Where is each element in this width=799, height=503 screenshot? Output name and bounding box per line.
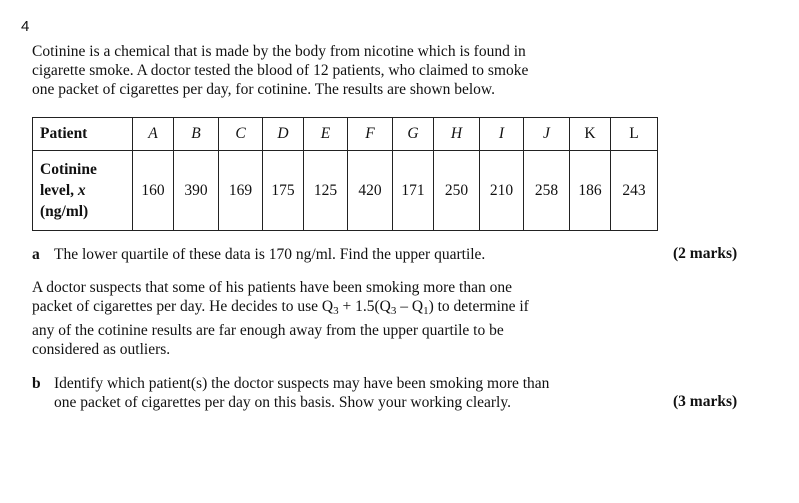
part-b-marks: (3 marks)	[673, 393, 738, 410]
subscript: 1	[423, 305, 429, 317]
cotinine-row-label	[33, 151, 133, 231]
row-label-line	[40, 180, 132, 201]
paragraph-text: ) to determine if	[428, 298, 529, 315]
part-b-question	[32, 374, 549, 412]
subscript: 3	[333, 305, 339, 317]
part-b-line	[32, 374, 549, 393]
part-a-marks: (2 marks)	[673, 245, 738, 262]
patient-cell: L	[611, 118, 658, 151]
row-label-line: (ng/ml)	[40, 203, 89, 220]
value-cell: 243	[611, 151, 658, 231]
row-label-prefix: level,	[40, 182, 78, 199]
paragraph-line: any of the cotinine results are far enough away from the upper quartile to be	[32, 322, 504, 339]
intro-line: cigarette smoke. A doctor tested the blood of 12 patients, who claimed to smoke	[32, 62, 529, 79]
part-b-line: one packet of cigarettes per day on this basis. Show your working clearly.	[54, 394, 511, 411]
paragraph-line: considered as outliers.	[32, 341, 171, 358]
question-number: 4	[21, 18, 30, 35]
part-a-text: The lower quartile of these data is 170 ng/ml. Find the upper quartile.	[54, 246, 486, 263]
patient-cell: I	[480, 118, 524, 151]
value-cell: 186	[570, 151, 611, 231]
patient-cell: K	[570, 118, 611, 151]
patient-cell: D	[263, 118, 304, 151]
table-header-row	[33, 118, 658, 151]
patient-cell: C	[219, 118, 263, 151]
value-cell: 250	[434, 151, 480, 231]
patient-cell: F	[348, 118, 393, 151]
value-cell: 125	[304, 151, 348, 231]
value-cell: 171	[393, 151, 434, 231]
patient-cell: A	[133, 118, 174, 151]
value-cell: 210	[480, 151, 524, 231]
value-cell: 420	[348, 151, 393, 231]
intro-line: one packet of cigarettes per day, for cotinine. The results are shown below.	[32, 81, 495, 98]
part-b-text: Identify which patient(s) the doctor suspects may have been smoking more than	[54, 375, 550, 392]
part-a-question	[32, 245, 485, 264]
paragraph-line: A doctor suspects that some of his patients have been smoking more than one	[32, 279, 512, 296]
intro-text	[32, 42, 652, 99]
value-cell: 258	[524, 151, 570, 231]
outlier-paragraph	[32, 278, 529, 359]
row-label-line: Cotinine	[40, 161, 97, 178]
paragraph-text: – Q	[396, 298, 424, 315]
value-cell: 160	[133, 151, 174, 231]
paragraph-text: + 1.5(Q	[338, 298, 391, 315]
paragraph-text: packet of cigarettes per day. He decides to use Q	[32, 298, 334, 315]
patient-cell: H	[434, 118, 480, 151]
patient-cell: B	[174, 118, 219, 151]
value-cell: 390	[174, 151, 219, 231]
part-a-label: a	[32, 246, 40, 263]
cotinine-table	[32, 117, 658, 231]
patient-cell: G	[393, 118, 434, 151]
patient-cell: E	[304, 118, 348, 151]
table-values-row	[33, 151, 658, 231]
patient-cell: J	[524, 118, 570, 151]
value-cell: 169	[219, 151, 263, 231]
intro-line: Cotinine is a chemical that is made by the body from nicotine which is found in	[32, 43, 526, 60]
value-cell: 175	[263, 151, 304, 231]
part-b-label: b	[32, 375, 41, 392]
subscript: 3	[390, 305, 397, 317]
paragraph-line	[32, 297, 529, 321]
variable-x: x	[77, 182, 86, 199]
patient-header-cell: Patient	[33, 118, 133, 151]
